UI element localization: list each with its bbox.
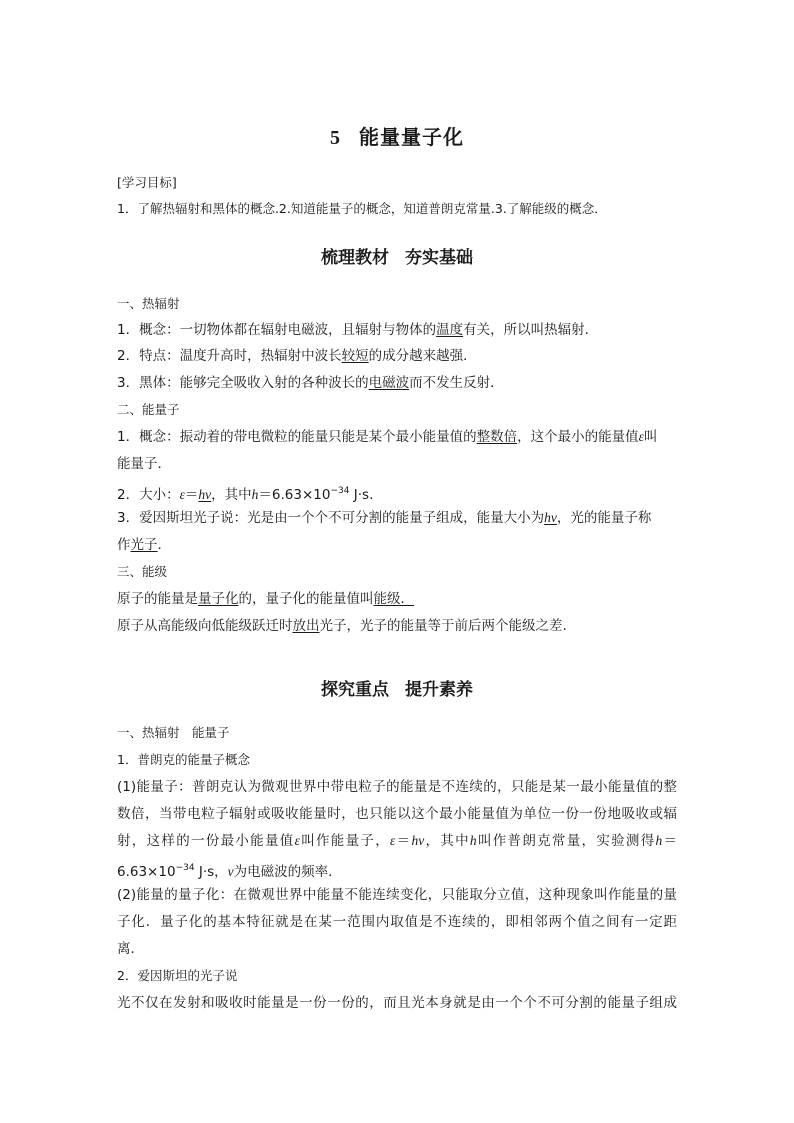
quantum-item-3-cont: 作光子． [117,537,171,553]
quantum-item-1-cont: 能量子． [117,456,171,472]
thermal-item-3: 3．黑体：能够完全吸收入射的各种波长的电磁波而不发生反射． [117,375,504,391]
paragraph-2-line-1: (2)能量的量子化：在微观世界中能量不能连续变化，只能取分立值，这种现象叫作能量的量 [117,887,677,903]
chapter-number: 5 [330,127,341,149]
quantum-item-2: 2．大小：ε＝hν，其中$h=6.63\times 10^{-34}$ J·s. [117,486,374,503]
thermal-item-1: 1．概念：一切物体都在辐射电磁波，且辐射与物体的温度有关，所以叫热辐射． [117,322,599,338]
paragraph-2-line-2: 子化．量子化的基本特征就是在某一范围内取值是不连续的，即相邻两个值之间有一定距 [117,914,677,930]
quantum-item-1: 1．概念：振动着的带电微粒的能量只能是某个最小能量值的整数倍，这个最小的能量值ε叫 [117,429,658,445]
paragraph-1-line-2: 数倍，当带电粒子辐射或吸收能量时，也只能以这个最小能量值为单位一份一份地吸收或辐 [117,806,677,822]
section-heading-explore: 探究重点 提升素养 [321,680,473,700]
levels-line-1: 原子的能量是量子化的，量子化的能量值叫能级． [117,591,414,607]
thermal-heading: 一、热辐射 [117,296,180,311]
page-title [0,121,794,150]
paragraph-2-line-3: 离． [117,941,144,957]
einstein-subheading: 2．爱因斯坦的光子说 [117,968,238,983]
quantum-item-3: 3．爱因斯坦光子说：光是由一个个不可分割的能量子组成，能量大小为hν，光的能量子称 [117,510,652,526]
levels-heading: 三、能级 [117,564,168,579]
explore-heading: 一、热辐射 能量子 [117,725,230,740]
paragraph-1-line-1: (1)能量子：普朗克认为微观世界中带电粒子的能量是不连续的，只能是某一最小能量值的整 [117,779,677,795]
objectives-text: 1．了解热辐射和黑体的概念.2.知道能量子的概念，知道普朗克常量.3.了解能级的概念． [117,201,607,216]
planck-subheading: 1．普朗克的能量子概念 [117,752,250,767]
paragraph-1-line-4: $6.63\times 10^{-34}$ J·s，ν为电磁波的频率． [117,863,342,880]
chapter-title: 能量量子化 [359,125,464,149]
objectives-heading: [学习目标] [117,175,177,190]
levels-line-2: 原子从高能级向低能级跃迁时放出光子，光子的能量等于前后两个能级之差. [117,618,567,634]
thermal-item-2: 2．特点：温度升高时，热辐射中波长较短的成分越来越强． [117,348,477,364]
section-heading-review: 梳理教材 夯实基础 [321,248,473,268]
paragraph-3-line-1: 光不仅在发射和吸收时能量是一份一份的，而且光本身就是由一个个不可分割的能量子组成 [117,995,677,1011]
paragraph-1-line-3: 射，这样的一份最小能量值ε叫作能量子，ε＝hν，其中h叫作普朗克常量，实验测得h＝ [117,833,678,849]
quantum-heading: 二、能量子 [117,402,180,417]
